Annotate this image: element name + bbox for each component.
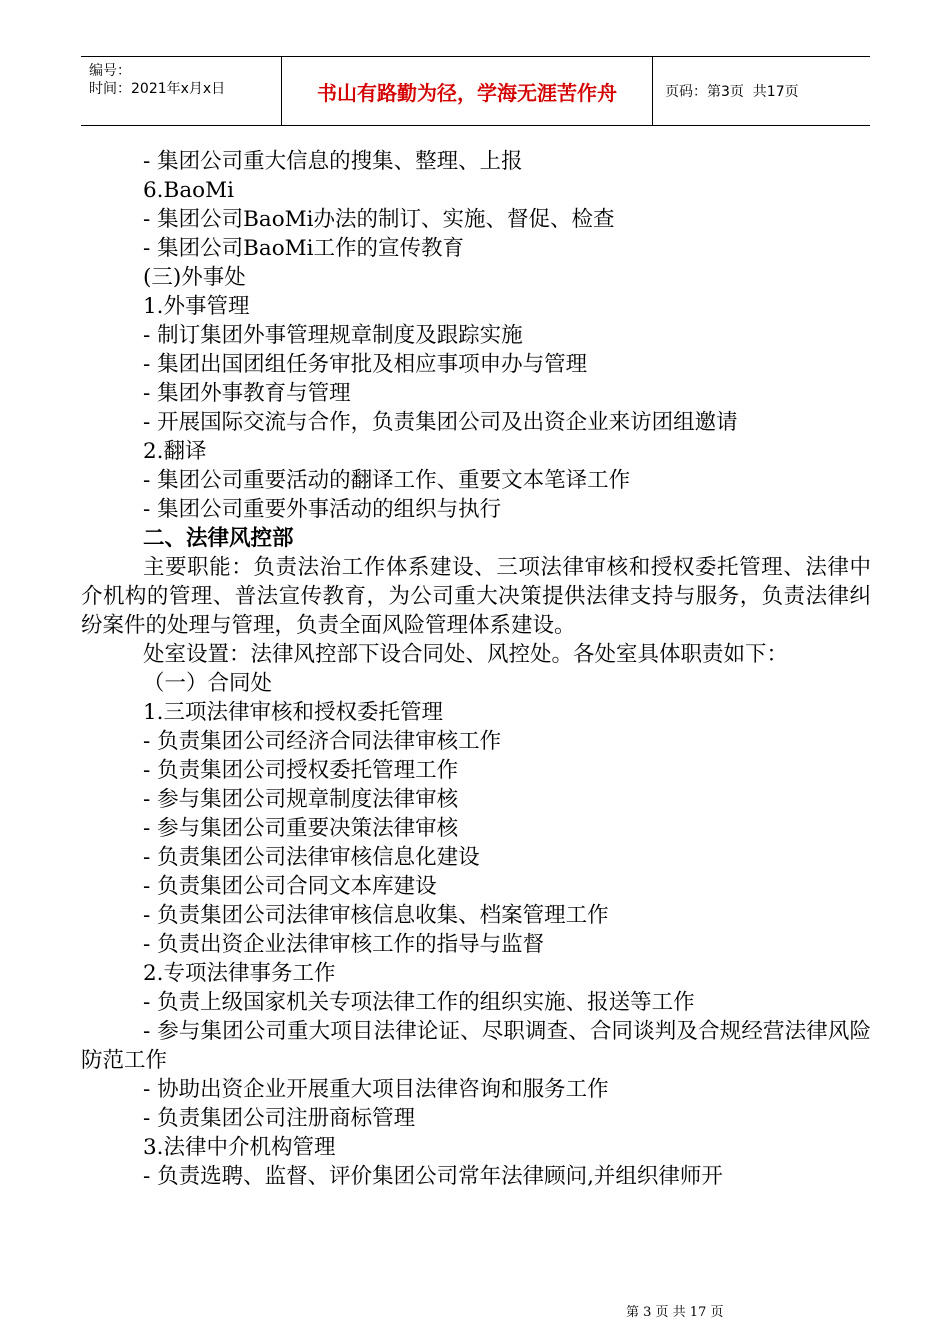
body-line: 3.法律中介机构管理 xyxy=(143,1135,336,1160)
body-line: - 负责上级国家机关专项法律工作的组织实施、报送等工作 xyxy=(143,990,695,1015)
body-line: 2.翻译 xyxy=(143,439,207,464)
header-motto: 书山有路勤为径，学海无涯苦作舟 xyxy=(282,57,653,125)
body-line: - 集团公司重要活动的翻译工作、重要文本笔译工作 xyxy=(143,468,631,493)
body-line: - 负责集团公司注册商标管理 xyxy=(143,1106,416,1131)
body-line: - 协助出资企业开展重大项目法律咨询和服务工作 xyxy=(143,1077,609,1102)
body-paragraph: 处室设置：法律风控部下设合同处、风控处。各处室具体职责如下： xyxy=(143,642,789,667)
body-line: - 参与集团公司规章制度法律审核 xyxy=(143,787,459,812)
body-paragraph: 主要职能：负责法治工作体系建设、三项法律审核和授权委托管理、法律中介机构的管理、普法宣传教育，为公司重大决策提供法律支持与服务，负责法律纠纷案件的处理与管理，负责全面风险管理体系建设。 xyxy=(81,555,871,638)
body-paragraph: - 参与集团公司重大项目法律论证、尽职调查、合同谈判及合规经营法律风险防范工作 xyxy=(81,1019,871,1073)
body-line: 1.外事管理 xyxy=(143,294,250,319)
body-line: - 集团公司BaoMi工作的宣传教育 xyxy=(143,236,465,261)
body-line: - 负责出资企业法律审核工作的指导与监督 xyxy=(143,932,545,957)
body-line: - 集团出国团组任务审批及相应事项申办与管理 xyxy=(143,352,588,377)
body-line: - 集团公司重大信息的搜集、整理、上报 xyxy=(143,149,523,174)
header-page-info: 页码：第3页 共17页 xyxy=(665,84,799,100)
body-line: - 负责集团公司法律审核信息收集、档案管理工作 xyxy=(143,903,609,928)
header-meta-cell xyxy=(81,57,282,125)
body-line: - 负责集团公司合同文本库建设 xyxy=(143,874,437,899)
body-line: - 开展国际交流与合作，负责集团公司及出资企业来访团组邀请 xyxy=(143,410,738,435)
body-line: - 负责集团公司授权委托管理工作 xyxy=(143,758,459,783)
body-line: - 集团公司重要外事活动的组织与执行 xyxy=(143,497,502,522)
document-body xyxy=(81,147,871,1191)
section-heading: 二、法律风控部 xyxy=(143,526,294,551)
document-number-label: 编号： xyxy=(89,63,131,79)
page-header xyxy=(81,56,870,126)
body-line: - 负责集团公司经济合同法律审核工作 xyxy=(143,729,502,754)
body-line: - 集团外事教育与管理 xyxy=(143,381,351,406)
body-line: 2.专项法律事务工作 xyxy=(143,961,336,986)
body-line: 1.三项法律审核和授权委托管理 xyxy=(143,700,444,725)
body-line: （一）合同处 xyxy=(143,671,273,696)
body-line: (三)外事处 xyxy=(143,265,246,290)
body-line: - 制订集团外事管理规章制度及跟踪实施 xyxy=(143,323,523,348)
body-line: - 负责选聘、监督、评价集团公司常年法律顾问,并组织律师开 xyxy=(143,1164,723,1189)
body-line: 6.BaoMi xyxy=(143,178,234,203)
body-line: - 集团公司BaoMi办法的制订、实施、督促、检查 xyxy=(143,207,615,232)
page-footer: 第 3 页 共 17 页 xyxy=(626,1305,724,1320)
document-time-label: 时间：2021年x月x日 xyxy=(89,81,226,97)
body-line: - 参与集团公司重要决策法律审核 xyxy=(143,816,459,841)
body-line: - 负责集团公司法律审核信息化建设 xyxy=(143,845,480,870)
